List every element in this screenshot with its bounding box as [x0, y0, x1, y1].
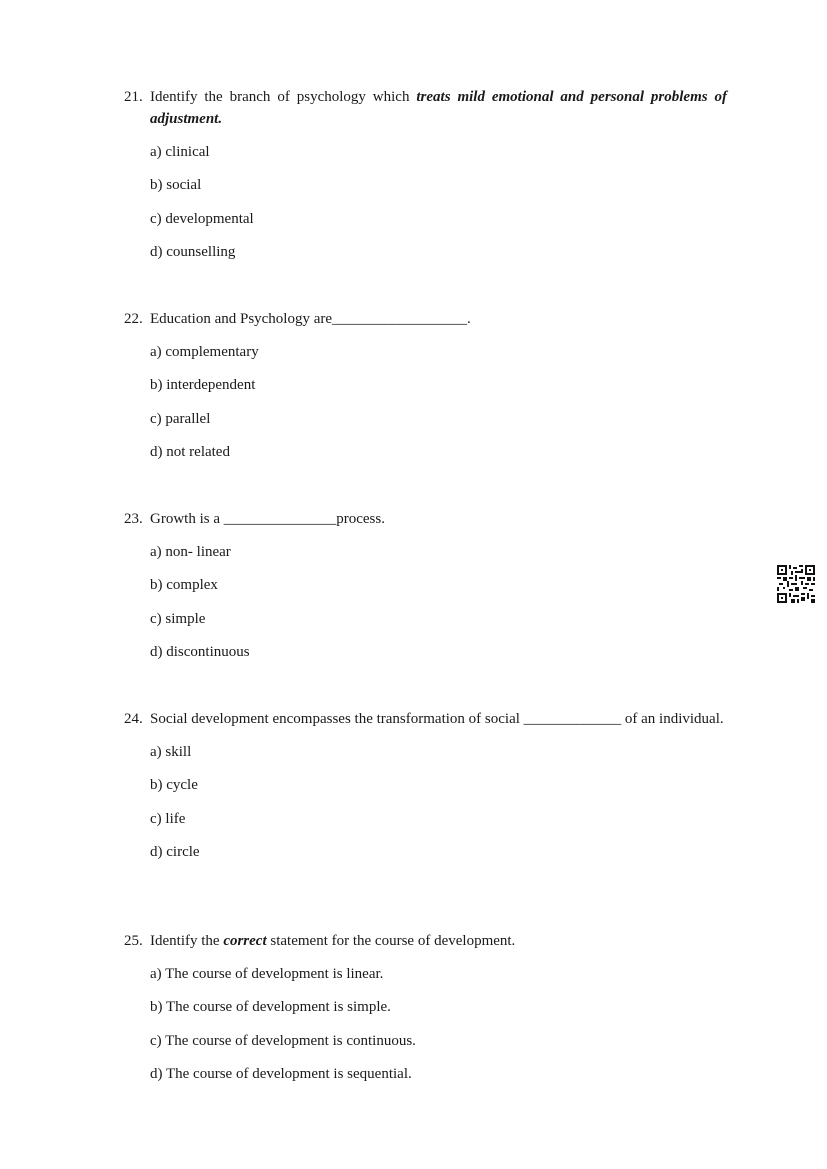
qr-code-icon [777, 565, 815, 603]
option-c: c) life [150, 810, 186, 827]
question-22 [124, 308, 727, 474]
options-list [150, 141, 727, 263]
option-d: d) The course of development is sequential. [150, 1065, 412, 1082]
option-d: d) discontinuous [150, 643, 250, 660]
question-text: Identify the branch of psychology which treats mild emotional and personal problems of adjustment. [150, 89, 727, 127]
question-emphasis: treats mild emotional and personal problems of adjustment. [150, 89, 727, 127]
option-b: b) cycle [150, 777, 198, 794]
option-a: a) clinical [150, 144, 210, 160]
options-list [150, 541, 727, 663]
option-a: a) skill [150, 744, 192, 760]
option-c: c) developmental [150, 210, 254, 227]
option-a: a) complementary [150, 344, 259, 360]
question-text: Identify the correct statement for the course of development. [150, 933, 516, 949]
question-23 [124, 508, 727, 674]
question-21 [124, 86, 727, 274]
options-list [150, 963, 727, 1085]
option-b: b) The course of development is simple. [150, 999, 391, 1016]
question-text: Social development encompasses the transformation of social _____________ of an individual. [150, 711, 724, 727]
question-number: 23. [124, 511, 143, 527]
option-b: b) interdependent [150, 377, 256, 394]
question-24 [124, 708, 727, 874]
option-d: d) not related [150, 443, 230, 460]
question-number: 21. [124, 89, 143, 105]
option-c: c) parallel [150, 410, 211, 427]
options-list [150, 341, 727, 463]
question-text: Education and Psychology are__________________. [150, 311, 471, 327]
option-d: d) circle [150, 843, 200, 860]
option-c: c) The course of development is continuous. [150, 1032, 416, 1049]
question-emphasis: correct [223, 933, 267, 949]
option-b: b) complex [150, 577, 218, 594]
options-list [150, 741, 727, 863]
question-25 [124, 930, 727, 1096]
option-c: c) simple [150, 610, 206, 627]
question-text: Growth is a _______________process. [150, 511, 385, 527]
option-b: b) social [150, 177, 202, 194]
question-number: 25. [124, 933, 143, 949]
question-number: 24. [124, 711, 143, 727]
option-a: a) non- linear [150, 544, 231, 560]
question-number: 22. [124, 311, 143, 327]
option-d: d) counselling [150, 243, 236, 260]
option-a: a) The course of development is linear. [150, 966, 384, 982]
